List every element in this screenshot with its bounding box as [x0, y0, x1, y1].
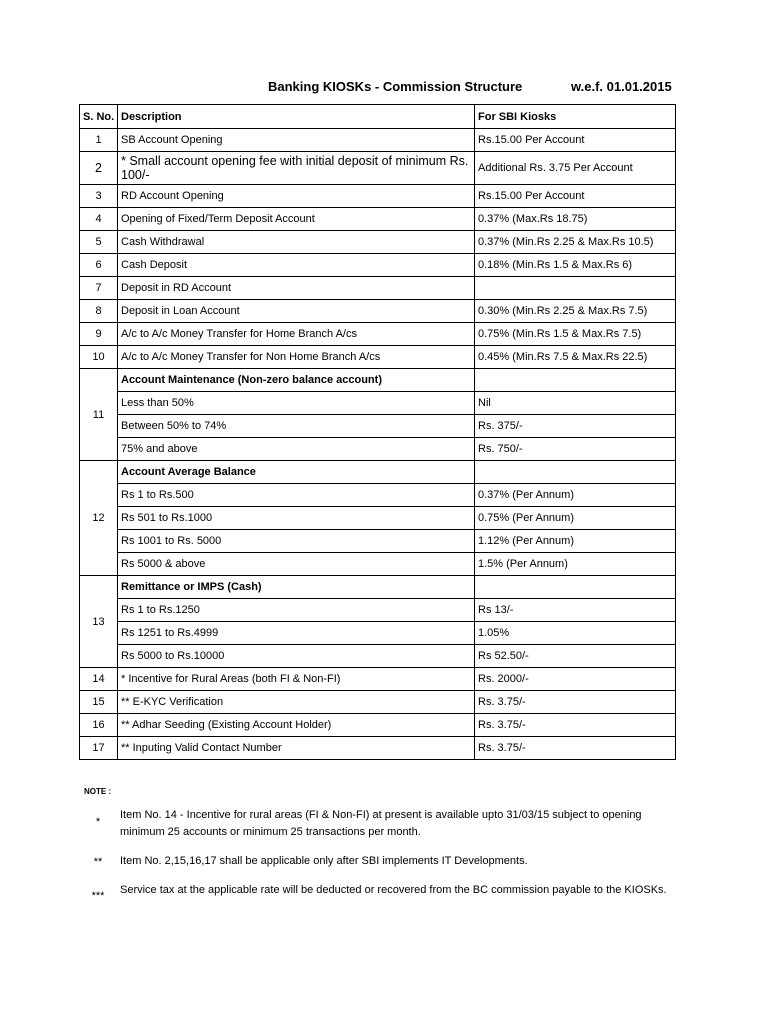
row-description: A/c to A/c Money Transfer for Home Branch A/cs: [118, 323, 475, 346]
row-description: Deposit in RD Account: [118, 277, 475, 300]
row-value: [475, 461, 676, 484]
row-sno: 10: [80, 346, 118, 369]
table-row: [80, 300, 676, 323]
row-value: Rs 52.50/-: [475, 645, 676, 668]
note-mark: **: [93, 856, 103, 868]
commission-table: [79, 104, 676, 760]
table-row: [80, 346, 676, 369]
row-description: Cash Deposit: [118, 254, 475, 277]
row-value: 0.45% (Min.Rs 7.5 & Max.Rs 22.5): [475, 346, 676, 369]
header-sbi-kiosks: For SBI Kiosks: [475, 105, 676, 129]
row-sno: 15: [80, 691, 118, 714]
group-heading: Account Average Balance: [118, 461, 475, 484]
note-text: Item No. 2,15,16,17 shall be applicable only after SBI implements IT Developments.: [120, 855, 528, 867]
table-row: [80, 369, 676, 392]
row-description: Cash Withdrawal: [118, 231, 475, 254]
row-description: RD Account Opening: [118, 185, 475, 208]
table-header-row: [80, 105, 676, 129]
row-value: Nil: [475, 392, 676, 415]
row-description: Rs 1251 to Rs.4999: [118, 622, 475, 645]
row-sno: 5: [80, 231, 118, 254]
row-description: SB Account Opening: [118, 129, 475, 152]
table-row: [80, 231, 676, 254]
row-sno: 17: [80, 737, 118, 760]
row-value: Additional Rs. 3.75 Per Account: [475, 152, 676, 185]
row-value: Rs.15.00 Per Account: [475, 129, 676, 152]
row-description: 75% and above: [118, 438, 475, 461]
table-row: [80, 129, 676, 152]
group-sno: 13: [80, 576, 118, 668]
row-description: A/c to A/c Money Transfer for Non Home Branch A/cs: [118, 346, 475, 369]
row-value: 0.30% (Min.Rs 2.25 & Max.Rs 7.5): [475, 300, 676, 323]
row-value: 0.18% (Min.Rs 1.5 & Max.Rs 6): [475, 254, 676, 277]
row-value: 0.75% (Per Annum): [475, 507, 676, 530]
note-mark: ***: [91, 890, 105, 902]
row-description: Rs 501 to Rs.1000: [118, 507, 475, 530]
row-description: Rs 5000 & above: [118, 553, 475, 576]
group-heading: Account Maintenance (Non-zero balance account): [118, 369, 475, 392]
row-sno: 14: [80, 668, 118, 691]
table-row: [80, 645, 676, 668]
page-title: Banking KIOSKs - Commission Structure: [268, 79, 523, 94]
row-sno: 4: [80, 208, 118, 231]
row-sno: 3: [80, 185, 118, 208]
row-value: 0.75% (Min.Rs 1.5 & Max.Rs 7.5): [475, 323, 676, 346]
header-description: Description: [118, 105, 475, 129]
row-sno: 7: [80, 277, 118, 300]
row-value: Rs. 2000/-: [475, 668, 676, 691]
row-description: Rs 1 to Rs.1250: [118, 599, 475, 622]
table-row: [80, 277, 676, 300]
row-description: Between 50% to 74%: [118, 415, 475, 438]
table-row: [80, 737, 676, 760]
row-value: 1.12% (Per Annum): [475, 530, 676, 553]
row-value: Rs. 3.75/-: [475, 691, 676, 714]
table-row: [80, 415, 676, 438]
row-value: [475, 277, 676, 300]
row-sno: 6: [80, 254, 118, 277]
row-description: Opening of Fixed/Term Deposit Account: [118, 208, 475, 231]
group-sno: 11: [80, 369, 118, 461]
row-description: Less than 50%: [118, 392, 475, 415]
row-description: ** E-KYC Verification: [118, 691, 475, 714]
table-row: [80, 691, 676, 714]
table-row: [80, 152, 676, 185]
row-description: * Small account opening fee with initial deposit of minimum Rs. 100/-: [118, 152, 475, 185]
row-value: 0.37% (Min.Rs 2.25 & Max.Rs 10.5): [475, 231, 676, 254]
row-description: Rs 1 to Rs.500: [118, 484, 475, 507]
row-description: Rs 5000 to Rs.10000: [118, 645, 475, 668]
table-row: [80, 392, 676, 415]
row-value: Rs. 375/-: [475, 415, 676, 438]
row-value: [475, 369, 676, 392]
note-text: Service tax at the applicable rate will be deducted or recovered from the BC commission payable to the KIOSKs.: [120, 884, 667, 896]
row-value: 1.5% (Per Annum): [475, 553, 676, 576]
row-sno: 1: [80, 129, 118, 152]
row-description: ** Adhar Seeding (Existing Account Holder): [118, 714, 475, 737]
group-heading: Remittance or IMPS (Cash): [118, 576, 475, 599]
row-value: 0.37% (Max.Rs 18.75): [475, 208, 676, 231]
table-row: [80, 208, 676, 231]
row-sno: 8: [80, 300, 118, 323]
row-sno: 2: [80, 152, 118, 185]
row-value: Rs 13/-: [475, 599, 676, 622]
table-row: [80, 438, 676, 461]
table-row: [80, 553, 676, 576]
table-row: [80, 323, 676, 346]
row-description: * Incentive for Rural Areas (both FI & Non-FI): [118, 668, 475, 691]
row-value: 1.05%: [475, 622, 676, 645]
table-row: [80, 714, 676, 737]
row-sno: 16: [80, 714, 118, 737]
row-value: Rs. 3.75/-: [475, 737, 676, 760]
row-value: Rs. 3.75/-: [475, 714, 676, 737]
table-row: [80, 185, 676, 208]
row-description: Deposit in Loan Account: [118, 300, 475, 323]
effective-date: w.e.f. 01.01.2015: [571, 79, 672, 94]
table-row: [80, 668, 676, 691]
table-row: [80, 507, 676, 530]
header-sno: S. No.: [80, 105, 118, 129]
group-sno: 12: [80, 461, 118, 576]
row-value: 0.37% (Per Annum): [475, 484, 676, 507]
row-value: Rs. 750/-: [475, 438, 676, 461]
note-mark: *: [95, 816, 101, 828]
table-row: [80, 461, 676, 484]
row-description: ** Inputing Valid Contact Number: [118, 737, 475, 760]
row-sno: 9: [80, 323, 118, 346]
table-row: [80, 599, 676, 622]
table-row: [80, 254, 676, 277]
note-label: NOTE :: [84, 787, 112, 796]
table-row: [80, 484, 676, 507]
table-row: [80, 530, 676, 553]
row-description: Rs 1001 to Rs. 5000: [118, 530, 475, 553]
row-value: [475, 576, 676, 599]
table-row: [80, 576, 676, 599]
table-row: [80, 622, 676, 645]
note-text: Item No. 14 - Incentive for rural areas (FI & Non-FI) at present is available upto 31/03/15 subject to opening minimum 25 accounts or minimum 25 transactions per month.: [120, 809, 642, 838]
row-value: Rs.15.00 Per Account: [475, 185, 676, 208]
